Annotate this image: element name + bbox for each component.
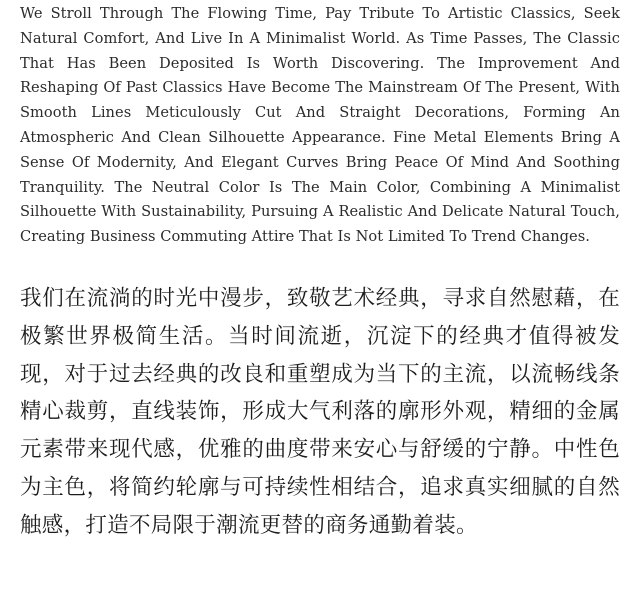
chinese-paragraph: 我们在流淌的时光中漫步，致敬艺术经典，寻求自然慰藉，在极繁世界极简生活。当时间流逝，沉淀下的经典才值得被发现，对于过去经典的改良和重塑成为当下的主流，以流畅线条精心裁剪，直线装饰，形成大气利落的廓形外观，精细的金属元素带来现代感，优雅的曲度带来安心与舒缓的宁静。中性色为主色，将简约轮廓与可持续性相结合，追求真实细腻的自然触感，打造不局限于潮流更替的商务通勤着装。 [20,285,620,538]
document-body [20,0,620,545]
english-paragraph: We Stroll Through The Flowing Time, Pay Tribute To Artistic Classics, Seek Natural Comfort, And Live In A Minimalist World. As Time Passes, The Classic That Has Been Deposited Is Worth Discovering. The Improvement And Reshaping Of Past Classics Have Become The Mainstream Of The Present, With Smooth Lines Meticulously Cut And Straight Decorations, Forming An Atmospheric And Clean Silhouette Appearance. Fine Metal Elements Bring A Sense Of Modernity, And Elegant Curves Bring Peace Of Mind And Soothing Tranquility. The Neutral Color Is The Main Color, Combining A Minimalist Silhouette With Sustainability, Pursuing A Realistic And Delicate Natural Touch, Creating Business Commuting Attire That Is Not Limited To Trend Changes. [20,5,620,246]
